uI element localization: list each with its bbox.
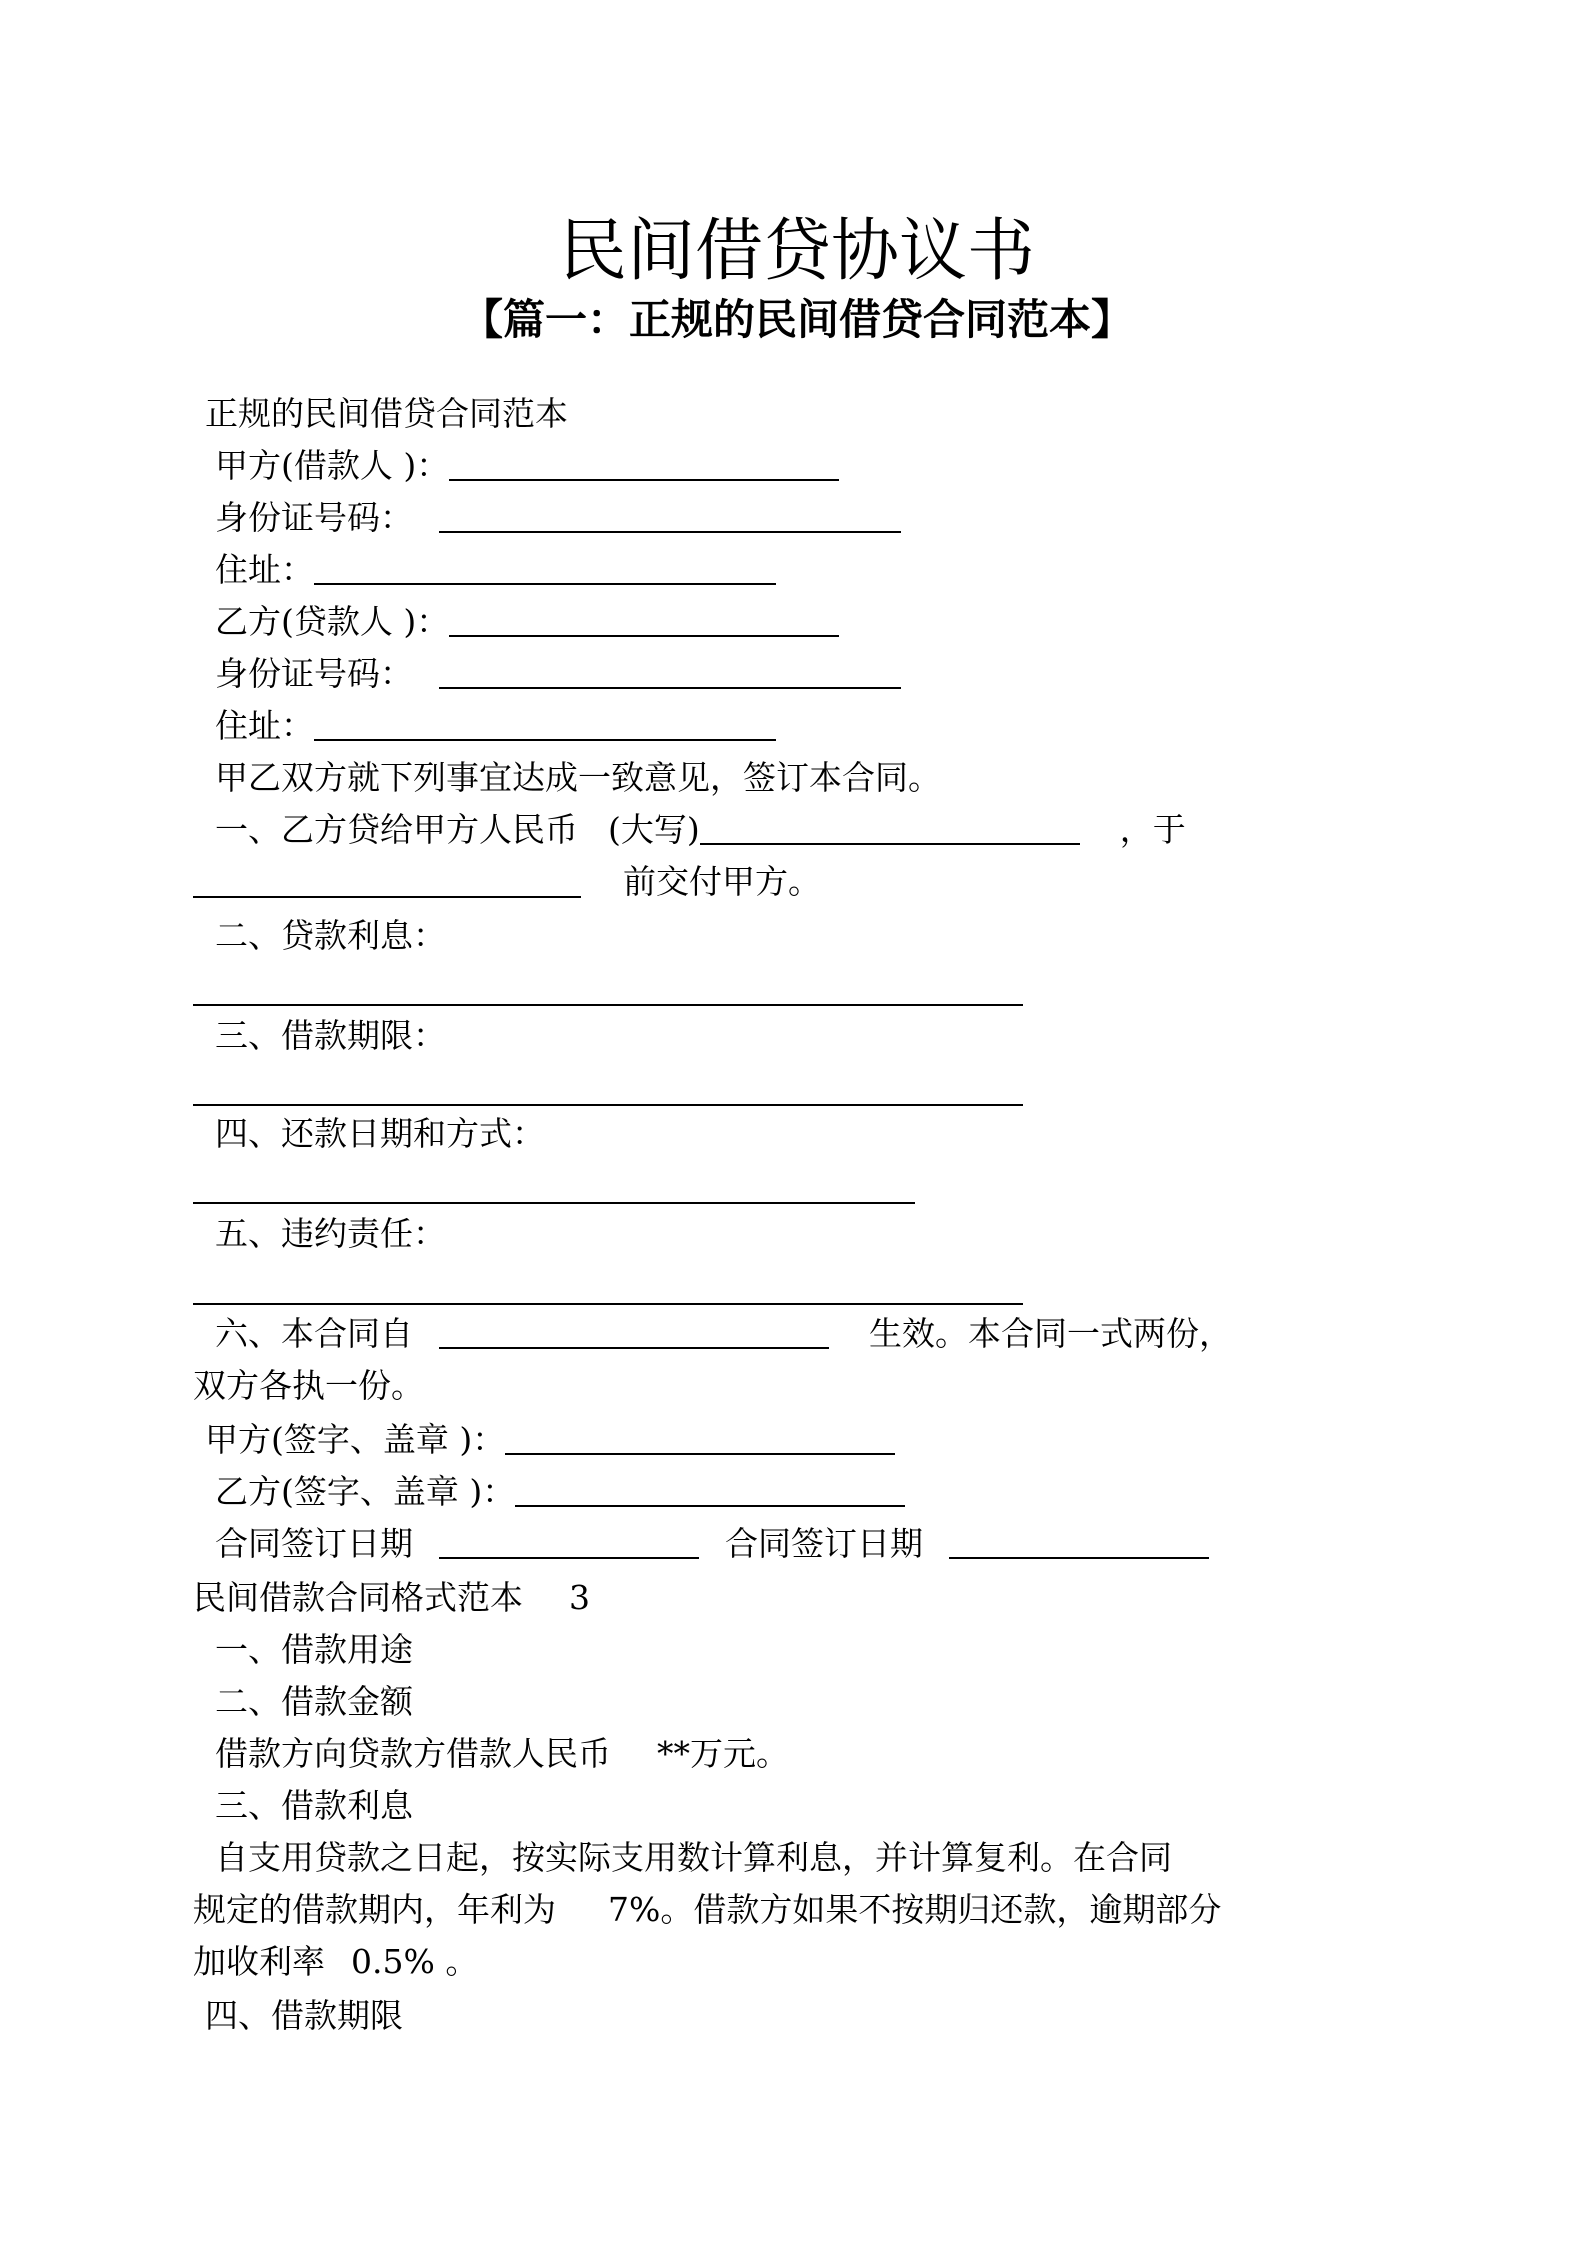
clause-1-daxie: (大写) [608, 810, 700, 849]
document-subtitle: 【篇一：正规的民间借贷合同范本】 [460, 295, 1133, 344]
party-b-line [215, 600, 839, 644]
contract-heading: 正规的民间借贷合同范本 [205, 394, 568, 433]
party-a-line [215, 444, 839, 488]
clause-6-line [215, 1312, 1232, 1356]
interest-paragraph-line-1: 自支用贷款之日起，按实际支用数计算利息，并计算复利。在合同 [215, 1838, 1172, 1877]
sign-date-line [215, 1522, 1209, 1566]
clause-1-delivery: 前交付甲方。 [623, 862, 821, 901]
interest-rate-value: 7%。借款方如果不按期归还款，逾期部分 [608, 1890, 1222, 1929]
party-b-label: 乙方(贷款人 )： [215, 602, 450, 641]
id-no-a-label: 身份证号码： [215, 498, 413, 537]
id-no-b-blank[interactable] [439, 657, 901, 689]
id-no-a-blank[interactable] [439, 501, 901, 533]
sign-a-blank[interactable] [505, 1423, 895, 1455]
id-no-b-line [215, 652, 901, 696]
address-a-label: 住址： [215, 550, 314, 589]
clause-1-amount-blank[interactable] [700, 813, 1080, 845]
penalty-rate-value: 0.5% 。 [351, 1942, 479, 1981]
sign-date-2-blank[interactable] [949, 1527, 1209, 1559]
template-3-clause-3: 三、借款利息 [215, 1786, 413, 1825]
clause-3-blank[interactable] [193, 1104, 1023, 1106]
template-3-heading: 民间借款合同格式范本 [193, 1578, 523, 1617]
document-title: 民间借贷协议书 [558, 212, 1035, 291]
loan-amount-text: 借款方向贷款方借款人民币 [215, 1734, 611, 1773]
address-a-blank[interactable] [314, 553, 776, 585]
clause-6-effect: 生效。本合同一式两份， [869, 1314, 1232, 1353]
clause-2-label: 二、贷款利息： [215, 916, 446, 955]
clause-6-date-blank[interactable] [439, 1317, 829, 1349]
template-3-number: 3 [569, 1578, 590, 1617]
sign-b-line [215, 1470, 905, 1514]
sign-a-label: 甲方(签字、盖章 )： [205, 1420, 506, 1459]
contract-intro: 甲乙双方就下列事宜达成一致意见，签订本合同。 [215, 758, 941, 797]
address-b-blank[interactable] [314, 709, 776, 741]
party-a-label: 甲方(借款人 )： [215, 446, 450, 485]
sign-b-label: 乙方(签字、盖章 )： [215, 1472, 516, 1511]
clause-1-date-blank[interactable] [193, 896, 581, 898]
address-b-line [215, 704, 776, 748]
clause-5-blank[interactable] [193, 1303, 1023, 1305]
clause-1-label: 一、乙方贷给甲方人民币 [215, 810, 578, 849]
loan-amount-value: **万元。 [657, 1734, 789, 1773]
template-3-clause-4: 四、借款期限 [205, 1996, 403, 2035]
sign-date-2-label: 合同签订日期 [725, 1524, 923, 1563]
party-b-blank[interactable] [449, 605, 839, 637]
clause-5-label: 五、违约责任： [215, 1214, 446, 1253]
clause-4-label: 四、还款日期和方式： [215, 1114, 545, 1153]
clause-3-label: 三、借款期限： [215, 1016, 446, 1055]
sign-date-1-label: 合同签订日期 [215, 1524, 413, 1563]
id-no-b-label: 身份证号码： [215, 654, 413, 693]
template-3-clause-2: 二、借款金额 [215, 1682, 413, 1721]
id-no-a-line [215, 496, 901, 540]
penalty-rate-text: 加收利率 [193, 1942, 325, 1981]
party-a-blank[interactable] [449, 449, 839, 481]
clause-1-line [215, 808, 1186, 852]
clause-1-yu: ，于 [1119, 810, 1186, 849]
sign-b-blank[interactable] [515, 1475, 905, 1507]
clause-2-blank[interactable] [193, 1004, 1023, 1006]
sign-date-1-blank[interactable] [439, 1527, 699, 1559]
interest-paragraph-line-2 [193, 1888, 1221, 1932]
template-3-clause-1: 一、借款用途 [215, 1630, 413, 1669]
clause-6-label: 六、本合同自 [215, 1314, 413, 1353]
template-3-heading-line [193, 1576, 590, 1620]
interest-paragraph-line-3 [193, 1940, 478, 1984]
sign-a-line [205, 1418, 895, 1462]
address-b-label: 住址： [215, 706, 314, 745]
interest-rate-text: 规定的借款期内，年利为 [193, 1890, 556, 1929]
clause-6-copies: 双方各执一份。 [193, 1366, 424, 1405]
address-a-line [215, 548, 776, 592]
clause-4-blank[interactable] [193, 1202, 915, 1204]
template-3-clause-2-text [215, 1732, 789, 1776]
